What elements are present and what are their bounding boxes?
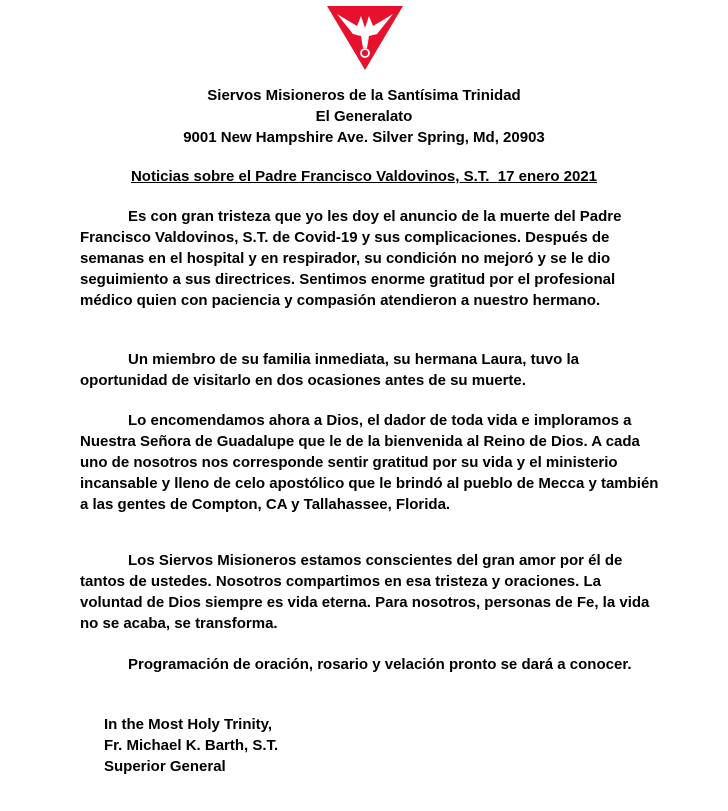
office-name: El Generalato (315, 108, 413, 125)
paragraph-text: Un miembro de su familia inmediata, su hermana Laura, tuvo la oportunidad de visitarlo en dos ocasiones antes de su muerte. (80, 351, 579, 389)
paragraph (80, 206, 660, 311)
paragraph (80, 550, 660, 634)
signature-name: Fr. Michael K. Barth, S.T. (104, 737, 279, 754)
notice-heading (0, 166, 728, 187)
notice-date: 17 enero 2021 (497, 168, 598, 185)
paragraph-text: Lo encomendamos ahora a Dios, el dador de toda vida e imploramos a Nuestra Señora de Guadalupe que le de la bienvenida al Reino de Dios. A cada uno de nosotros nos corresponde sentir gratitud por su vida y el ministerio incansable y lleno de celo apostólico que le brindó al pueblo de Mecca y también a las gentes de Compton, CA y Tallahassee, Florida. (80, 412, 659, 513)
paragraph-text: Es con gran tristeza que yo les doy el anuncio de la muerte del Padre Francisco Valdovinos, S.T. de Covid-19 y sus complicaciones. Después de semanas en el hospital y en respirador, su condición no mejoró y se le dio seguimiento a sus directrices. Sentimos enorme gratitud por el profesional médico quien con paciencia y compasión atendieron a nuestro hermano. (80, 208, 622, 309)
organization-name: Siervos Misioneros de la Santísima Trinidad (207, 87, 521, 104)
signature-closing: In the Most Holy Trinity, (104, 716, 273, 733)
paragraph-text: Los Siervos Misioneros estamos conscientes del gran amor por él de tantos de ustedes. Nosotros compartimos en esa tristeza y oraciones. La voluntad de Dios siempre es vida eterna. Para nosotros, personas de Fe, la vida no se acaba, se transforma. (80, 552, 650, 632)
dove-triangle-icon (327, 6, 403, 70)
paragraph (80, 410, 660, 515)
address: 9001 New Hampshire Ave. Silver Spring, Md, 20903 (183, 129, 545, 146)
paragraph-text: Programación de oración, rosario y velación pronto se dará a conocer. (128, 656, 632, 673)
signature-title: Superior General (104, 758, 226, 775)
notice-title: Noticias sobre el Padre Francisco Valdovinos, S.T. (130, 168, 490, 185)
paragraph (80, 654, 660, 675)
paragraph (80, 349, 660, 391)
